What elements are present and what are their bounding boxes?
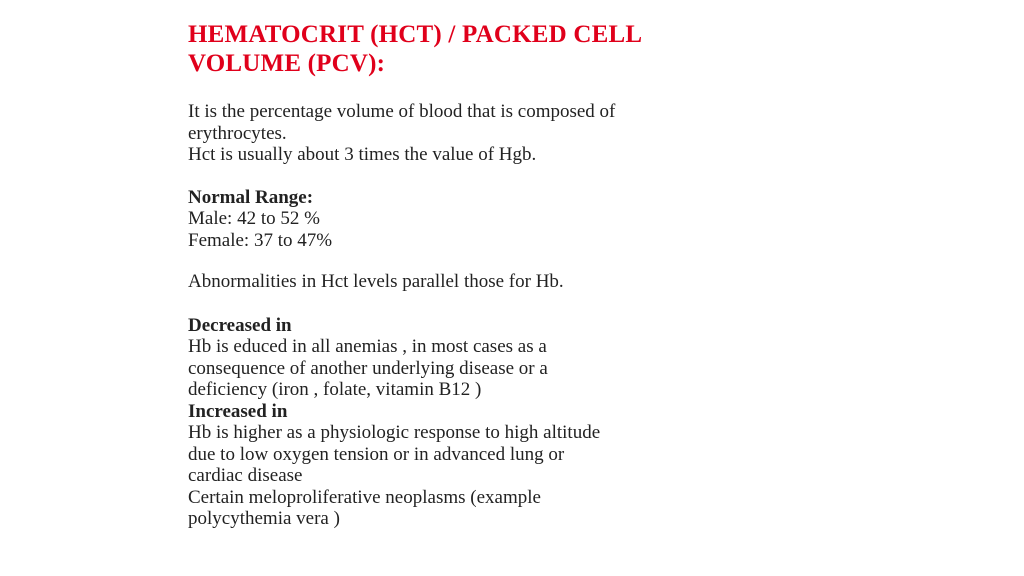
- title-line-2: VOLUME (PCV):: [188, 50, 386, 77]
- decreased-line-2: consequence of another underlying disease or a: [188, 357, 548, 379]
- intro-paragraph: [188, 101, 808, 166]
- decreased-line-1: Hb is educed in all anemias , in most cases as a: [188, 336, 547, 357]
- normal-range-heading: Normal Range:: [188, 186, 314, 208]
- intro-line-1: It is the percentage volume of blood that is composed of: [188, 101, 616, 122]
- increased-line-2: due to low oxygen tension or in advanced lung or: [188, 443, 565, 465]
- normal-range-values: [188, 208, 808, 251]
- increased-line-4: Certain meloproliferative neoplasms (example: [188, 486, 541, 508]
- increased-line-3: cardiac disease: [188, 465, 303, 486]
- intro-line-3: Hct is usually about 3 times the value of Hgb.: [188, 144, 537, 165]
- slide-title: [188, 20, 808, 78]
- decreased-heading: Decreased in: [188, 314, 292, 336]
- decreased-line-3: deficiency (iron , folate, vitamin B12 ): [188, 379, 482, 400]
- intro-section: [188, 101, 808, 166]
- male-range: Male: 42 to 52 %: [188, 208, 320, 229]
- increased-line-1: Hb is higher as a physiologic response to high altitude: [188, 422, 601, 443]
- increased-line-5: polycythemia vera ): [188, 508, 340, 529]
- increased-section: [188, 401, 808, 530]
- decreased-text: [188, 336, 808, 401]
- increased-heading: Increased in: [188, 400, 288, 422]
- abnormalities-text: Abnormalities in Hct levels parallel those for Hb.: [188, 271, 564, 292]
- intro-line-2: erythrocytes.: [188, 122, 287, 144]
- abnormalities-section: [188, 271, 808, 293]
- slide-content: [188, 20, 808, 530]
- female-range: Female: 37 to 47%: [188, 229, 333, 251]
- increased-text: [188, 422, 808, 530]
- decreased-section: [188, 315, 808, 401]
- title-line-1: HEMATOCRIT (HCT) / PACKED CELL: [188, 21, 643, 48]
- normal-range-section: [188, 187, 808, 252]
